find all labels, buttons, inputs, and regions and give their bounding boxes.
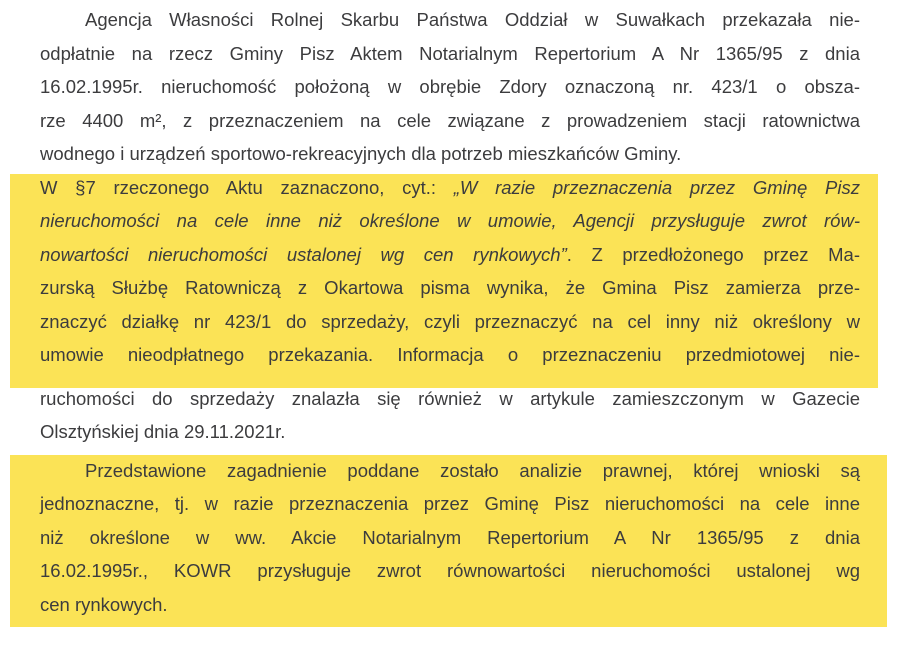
text-line: [40, 104, 860, 138]
text-segment: Agencja Własności Rolnej Skarbu Państwa Oddział w Suwałkach przekazała nie-: [85, 9, 860, 30]
text-line: [40, 238, 860, 272]
text-line: [40, 415, 860, 449]
text-line: [40, 521, 860, 555]
text-segment: cen rynkowych.: [40, 593, 168, 615]
text-segment-italic: nowartości nieruchomości ustalonej wg cen rynkowych”: [40, 243, 567, 265]
text-line: [40, 454, 860, 488]
text-line: [40, 338, 860, 372]
text-segment: 16.02.1995r. nieruchomość położoną w obrębie Zdory oznaczoną nr. 423/1 o obsza-: [40, 76, 860, 97]
text-line: [40, 137, 860, 171]
text-line: [40, 487, 860, 521]
text-segment: zurską Służbę Ratowniczą z Okartowa pisma wynika, że Gmina Pisz zamierza prze-: [40, 277, 860, 298]
text-line: [40, 204, 860, 238]
text-line: [40, 382, 860, 416]
text-segment: Przedstawione zagadnienie poddane zostało analizie prawnej, której wnioski są: [85, 459, 860, 481]
text-line: [40, 70, 860, 104]
text-segment: ruchomości do sprzedaży znalazła się również w artykule zamieszczonym w Gazecie: [40, 387, 860, 409]
text-segment: odpłatnie na rzecz Gminy Pisz Aktem Notarialnym Repertorium A Nr 1365/95 z dnia: [40, 42, 860, 64]
text-line: [40, 171, 860, 205]
text-segment: wodnego i urządzeń sportowo-rekreacyjnych dla potrzeb mieszkańców Gminy.: [40, 143, 682, 164]
text-segment: niż określone w ww. Akcie Notarialnym Repertorium A Nr 1365/95 z dnia: [40, 526, 860, 548]
text-segment: W §7 rzeczonego Aktu zaznaczono, cyt.:: [40, 176, 454, 198]
text-segment: umowie nieodpłatnego przekazania. Informacja o przeznaczeniu przedmiotowej nie-: [40, 344, 860, 365]
document-body: [40, 3, 860, 621]
text-segment: Olsztyńskiej dnia 29.11.2021r.: [40, 421, 286, 442]
text-segment: jednoznaczne, tj. w razie przeznaczenia przez Gminę Pisz nieruchomości na cele inne: [40, 493, 860, 514]
text-line: [40, 37, 860, 71]
text-segment: znaczyć działkę nr 423/1 do sprzedaży, czyli przeznaczyć na cel inny niż określony w: [40, 310, 860, 332]
text-line: [40, 588, 860, 622]
text-segment: . Z przedłożonego przez Ma-: [566, 243, 861, 265]
text-line: [40, 554, 860, 588]
text-segment: rze 4400 m², z przeznaczeniem na cele związane z prowadzeniem stacji ratownictwa: [40, 109, 860, 131]
text-line: [40, 3, 860, 37]
text-line: [40, 271, 860, 305]
text-line: [40, 305, 860, 339]
text-segment-italic: „W razie przeznaczenia przez Gminę Pisz: [453, 176, 861, 198]
text-segment-italic: nieruchomości na cele inne niż określone w umowie, Agencji przysługuje zwrot rów-: [40, 210, 860, 231]
text-segment: 16.02.1995r., KOWR przysługuje zwrot równowartości nieruchomości ustalonej wg: [40, 560, 860, 581]
